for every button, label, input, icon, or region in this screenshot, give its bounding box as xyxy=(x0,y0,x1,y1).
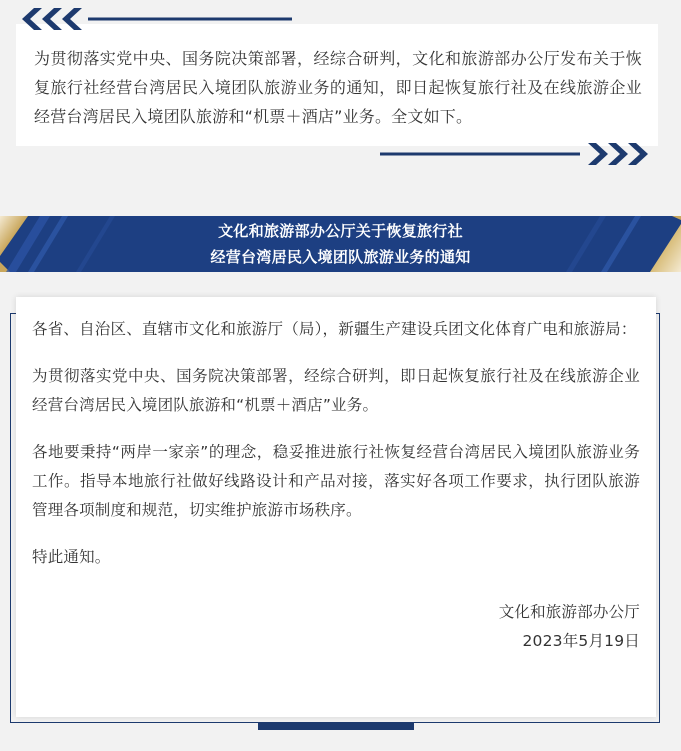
notice-card xyxy=(16,297,656,717)
notice-issuer: 文化和旅游部办公厅 xyxy=(498,603,640,621)
notice-addressee: 各省、自治区、直辖市文化和旅游厅（局），新疆生产建设兵团文化体育广电和旅游局： xyxy=(32,320,637,338)
banner-title-line1: 文化和旅游部办公厅关于恢复旅行社 xyxy=(218,222,463,240)
banner-title-line2: 经营台湾居民入境团队旅游业务的通知 xyxy=(210,248,471,266)
notice-paragraph-2: 各地要秉持“两岸一家亲”的理念，稳妥推进旅行社恢复经营台湾居民入境团队旅游业务工作。指导本地旅行社做好线路设计和产品对接，落实好各项工作要求，执行团队旅游管理各项制度和规范，切实维护旅游市场秩序。 xyxy=(32,443,640,519)
title-banner xyxy=(0,216,681,272)
triple-chevron-left-icon xyxy=(22,8,302,30)
notice-closing: 特此通知。 xyxy=(32,548,111,566)
intro-card xyxy=(16,24,658,146)
bottom-bar xyxy=(258,722,414,730)
intro-text: 为贯彻落实党中央、国务院决策部署，经综合研判，文化和旅游部办公厅发布关于恢复旅行社经营台湾居民入境团队旅游业务的通知，即日起恢复旅行社及在线旅游企业经营台湾居民入境团队旅游和“机票＋酒店”业务。全文如下。 xyxy=(34,49,642,126)
triple-chevron-right-icon xyxy=(378,143,658,165)
notice-section xyxy=(10,297,662,725)
notice-paragraph-1: 为贯彻落实党中央、国务院决策部署，经综合研判，即日起恢复旅行社及在线旅游企业经营台湾居民入境团队旅游和“机票＋酒店”业务。 xyxy=(32,367,640,414)
notice-date: 2023年5月19日 xyxy=(522,632,640,650)
